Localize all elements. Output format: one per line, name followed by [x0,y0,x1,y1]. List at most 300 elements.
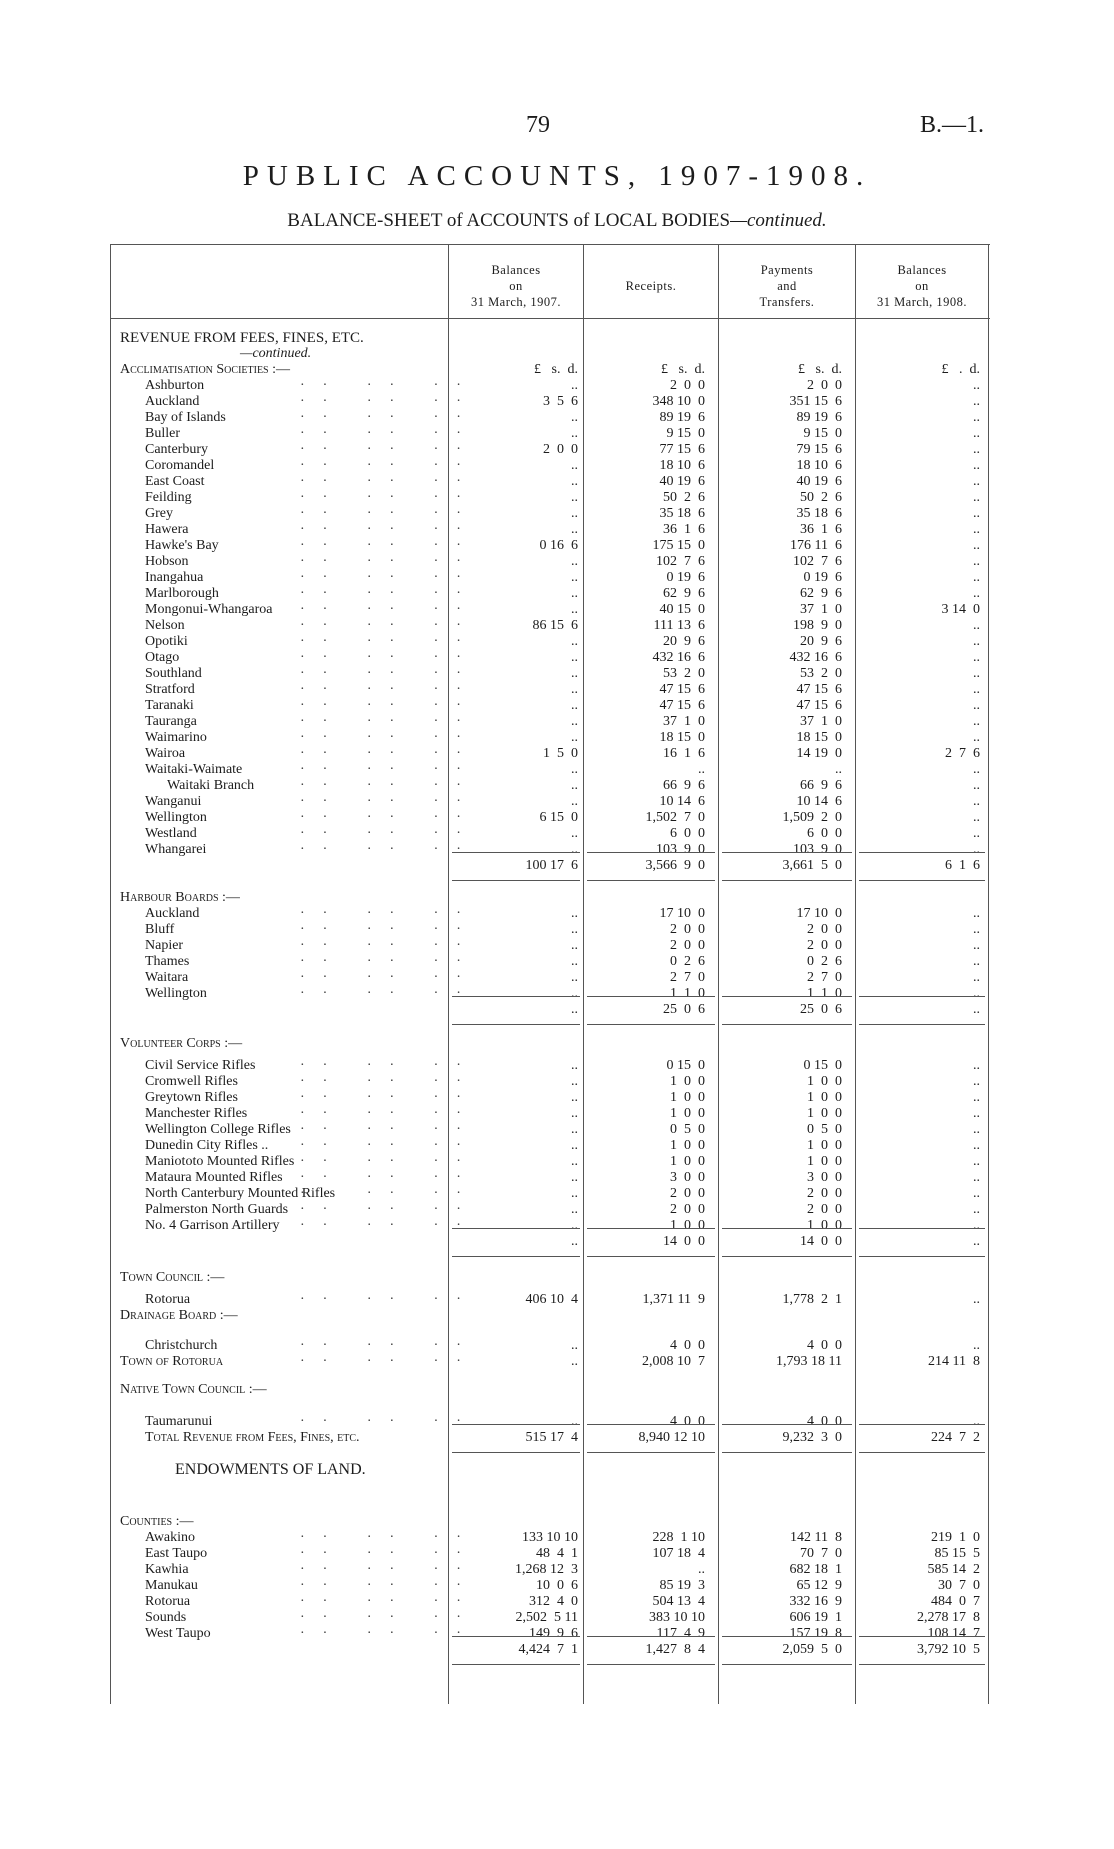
leader-dots: ·· ·· ·· [300,602,479,617]
table-row [0,1122,1114,1138]
amount-c4: .. [973,1218,980,1233]
row-label: Bluff [145,922,175,937]
leader-dots: ·· ·· ·· [300,378,479,393]
row-label: Ashburton [145,378,205,393]
leader-dots: ·· ·· ·· [300,1530,479,1545]
row-label: Drainage Board :— [120,1308,238,1323]
amount-c3: 70 7 0 [800,1546,842,1561]
table-row [0,1594,1114,1610]
amount-c4: .. [973,1338,980,1353]
amount-c1: 6 15 0 [539,810,578,825]
amount-c3: 682 18 1 [789,1562,842,1577]
amount-c1: .. [571,1234,578,1249]
amount-c1: .. [571,410,578,425]
leader-dots: ·· ·· ·· [300,1546,479,1561]
amount-c4: .. [973,650,980,665]
amount-c4: .. [973,1234,980,1249]
total-row [0,1430,1114,1446]
amount-c1: .. [571,1090,578,1105]
row-label: Mongonui-Whangaroa [145,602,273,617]
amount-c2: 9 15 0 [666,426,705,441]
table-row [0,1414,1114,1430]
amount-c4: .. [973,1122,980,1137]
amount-c2: 16 1 6 [663,746,705,761]
amount-c1: 0 16 6 [539,538,578,553]
leader-dots: ·· ·· ·· [300,586,479,601]
table-row [0,890,1114,906]
row-label: Town of Rotorua [120,1354,224,1369]
leader-dots: ·· ·· ·· [300,442,479,457]
amount-c3: .. [835,762,842,777]
table-row [0,746,1114,762]
leader-dots: ·· ·· ·· [300,666,479,681]
total-rule [722,996,852,997]
amount-c2: 2 0 0 [670,378,705,393]
table-row [0,426,1114,442]
amount-c2: 1 0 0 [670,1106,705,1121]
amount-c4: .. [973,442,980,457]
table-row [0,1270,1114,1286]
leader-dots: ·· ·· ·· [300,570,479,585]
row-label: Waitaki-Waimate [145,762,243,777]
amount-c2: 102 7 6 [656,554,705,569]
total-rule [722,1664,852,1665]
amount-c3: 9,232 3 0 [782,1430,842,1445]
table-row [0,1218,1114,1234]
amount-c3: 2,059 5 0 [782,1642,842,1657]
amount-c3: £ s. d. [798,362,842,377]
amount-c2: 17 10 0 [659,906,705,921]
amount-c1: 4,424 7 1 [518,1642,578,1657]
amount-c3: 606 19 1 [789,1610,842,1625]
amount-c3: 0 2 6 [807,954,842,969]
amount-c2: 35 18 6 [659,506,705,521]
amount-c2: 3,566 9 0 [645,858,705,873]
total-row [0,1234,1114,1250]
total-rule [452,1424,580,1425]
amount-c3: 1 0 0 [807,1106,842,1121]
amount-c3: 36 1 6 [800,522,842,537]
column-header-balances-1908: Balances on 31 March, 1908. [876,263,968,309]
row-label: Rotorua [145,1594,191,1609]
amount-c1: .. [571,938,578,953]
amount-c1: .. [571,682,578,697]
amount-c3: 3,661 5 0 [782,858,842,873]
amount-c2: 4 0 0 [670,1338,705,1353]
total-rule [452,852,580,853]
table-row [0,1546,1114,1562]
amount-c4: .. [973,1058,980,1073]
total-rule [587,1256,715,1257]
amount-c1: .. [571,554,578,569]
total-rule [587,996,715,997]
amount-c4: 224 7 2 [931,1430,980,1445]
amount-c3: 157 19 8 [789,1626,842,1641]
amount-c4: .. [973,1106,980,1121]
row-label: Bay of Islands [145,410,226,425]
row-label: Grey [145,506,173,521]
amount-c2: 10 14 6 [659,794,705,809]
amount-c1: 2,502 5 11 [515,1610,578,1625]
amount-c2: 77 15 6 [659,442,705,457]
amount-c3: 37 1 0 [800,602,842,617]
total-rule [722,1024,852,1025]
table-row [0,1106,1114,1122]
amount-c4: .. [973,490,980,505]
leader-dots: ·· ·· ·· [300,554,479,569]
amount-c1: .. [571,570,578,585]
amount-c3: 2 0 0 [807,938,842,953]
row-label: Acclimatisation Societies :— [120,362,291,377]
leader-dots: ·· ·· ·· [300,906,479,921]
row-label: Southland [145,666,202,681]
amount-c4: 3,792 10 5 [917,1642,980,1657]
table-row [0,570,1114,586]
row-label: Manukau [145,1578,198,1593]
row-label: Wellington [145,986,207,1001]
amount-c4: .. [973,378,980,393]
table-row [0,1170,1114,1186]
leader-dots: ·· ·· ·· [300,1090,479,1105]
amount-c1: .. [571,1202,578,1217]
leader-dots: ·· ·· ·· [300,1578,479,1593]
total-rule [722,1424,852,1425]
amount-c3: 103 9 0 [793,842,842,857]
total-rule [859,1636,985,1637]
row-label: East Taupo [145,1546,208,1561]
table-row [0,730,1114,746]
table-row [0,362,1114,378]
table-row [0,938,1114,954]
amount-c4: .. [973,906,980,921]
subtitle-continued: —continued. [730,210,827,231]
leader-dots: ·· ·· ·· [300,458,479,473]
page-title: PUBLIC ACCOUNTS, 1907-1908. [242,160,872,192]
total-rule [452,1452,580,1453]
amount-c2: 175 15 0 [652,538,705,553]
amount-c3: 18 10 6 [796,458,842,473]
amount-c2: 20 9 6 [663,634,705,649]
amount-c1: .. [571,1122,578,1137]
amount-c3: 1 0 0 [807,1218,842,1233]
amount-c3: 332 16 9 [789,1594,842,1609]
row-label: North Canterbury Mounted Rifles [145,1186,336,1201]
total-rule [587,1636,715,1637]
table-row [0,506,1114,522]
total-row [0,1002,1114,1018]
amount-c3: 0 15 0 [803,1058,842,1073]
amount-c4: .. [973,666,980,681]
amount-c3: 9 15 0 [803,426,842,441]
leader-dots: ·· ·· ·· [300,762,479,777]
row-label: Awakino [145,1530,196,1545]
row-label: Palmerston North Guards [145,1202,289,1217]
table-row [0,1610,1114,1626]
amount-c3: 142 11 8 [790,1530,842,1545]
amount-c2: 2 0 0 [670,938,705,953]
amount-c2: 0 19 6 [666,570,705,585]
row-label: Otago [145,650,180,665]
amount-c1: .. [571,762,578,777]
amount-c3: 14 19 0 [796,746,842,761]
total-rule [452,1024,580,1025]
amount-c3: 66 9 6 [800,778,842,793]
table-row [0,842,1114,858]
amount-c4: .. [973,522,980,537]
total-rule [587,852,715,853]
amount-c4: .. [973,426,980,441]
row-label: Cromwell Rifles [145,1074,238,1089]
row-label: Maniototo Mounted Rifles [145,1154,295,1169]
leader-dots: ·· ·· ·· [300,1202,479,1217]
leader-dots: ·· ·· ·· [300,650,479,665]
row-label: Westland [145,826,197,841]
amount-c4: 484 0 7 [931,1594,980,1609]
total-rule [452,1636,580,1637]
table-row [0,618,1114,634]
row-label: Auckland [145,394,200,409]
amount-c1: 149 9 6 [529,1626,578,1641]
table-top-rule [110,244,990,245]
total-rule [722,1228,852,1229]
amount-c1: .. [571,1414,578,1429]
total-rule [587,1228,715,1229]
table-row [0,1202,1114,1218]
amount-c1: .. [571,378,578,393]
leader-dots: ·· ·· ·· [300,1122,479,1137]
amount-c2: 504 13 4 [652,1594,705,1609]
amount-c2: 2 0 0 [670,922,705,937]
amount-c2: 89 19 6 [659,410,705,425]
amount-c2: 1 0 0 [670,1138,705,1153]
row-label: Taumarunui [145,1414,213,1429]
amount-c4: .. [973,394,980,409]
amount-c3: 89 19 6 [796,410,842,425]
amount-c1: .. [571,778,578,793]
amount-c4: .. [973,1074,980,1089]
amount-c4: .. [973,458,980,473]
amount-c3: 65 12 9 [796,1578,842,1593]
row-label: No. 4 Garrison Artillery [145,1218,280,1233]
amount-c4: 85 15 5 [934,1546,980,1561]
amount-c1: .. [571,906,578,921]
amount-c1: £ s. d. [534,362,578,377]
table-row [0,682,1114,698]
leader-dots: ·· ·· ·· [300,794,479,809]
amount-c1: .. [571,1002,578,1017]
amount-c1: 10 0 6 [536,1578,578,1593]
leader-dots: ·· ·· ·· [300,1594,479,1609]
total-rule [722,1256,852,1257]
amount-c4: .. [973,698,980,713]
row-label: Nelson [145,618,185,633]
amount-c2: 62 9 6 [663,586,705,601]
amount-c2: 50 2 6 [663,490,705,505]
amount-c4: .. [973,826,980,841]
amount-c2: 36 1 6 [663,522,705,537]
row-label: Wanganui [145,794,202,809]
amount-c1: 48 4 1 [536,1546,578,1561]
leader-dots: ·· ·· ·· [300,1138,479,1153]
row-label: Harbour Boards :— [120,890,240,905]
total-rule [859,852,985,853]
amount-c2: 6 0 0 [670,826,705,841]
total-rule [859,1228,985,1229]
row-label: Total Revenue from Fees, Fines, etc. [145,1430,360,1445]
amount-c3: 50 2 6 [800,490,842,505]
amount-c1: .. [571,714,578,729]
amount-c3: 2 0 0 [807,1186,842,1201]
amount-c3: 1,793 18 11 [776,1354,842,1369]
amount-c1: .. [571,586,578,601]
row-label: Waitaki Branch [167,778,255,793]
amount-c1: 406 10 4 [525,1292,578,1307]
table-row [0,602,1114,618]
table-row [0,586,1114,602]
leader-dots: ·· ·· ·· [300,522,479,537]
amount-c2: 8,940 12 10 [638,1430,705,1445]
amount-c3: 25 0 6 [800,1002,842,1017]
table-row [0,490,1114,506]
amount-c3: 4 0 0 [807,1414,842,1429]
total-rule [859,880,985,881]
amount-c4: .. [973,1414,980,1429]
leader-dots: ·· ·· ·· [300,1170,479,1185]
amount-c2: .. [698,762,705,777]
leader-dots: ·· ·· ·· [300,634,479,649]
row-label: Greytown Rifles [145,1090,238,1105]
amount-c2: 1,502 7 0 [645,810,705,825]
amount-c4: 2 7 6 [945,746,980,761]
table-row [0,1154,1114,1170]
amount-c1: .. [571,1218,578,1233]
table-row [0,1186,1114,1202]
amount-c3: 40 19 6 [796,474,842,489]
table-row [0,1354,1114,1370]
amount-c4: .. [973,954,980,969]
amount-c2: 18 15 0 [659,730,705,745]
table-row [0,794,1114,810]
amount-c1: .. [571,826,578,841]
amount-c2: 383 10 10 [649,1610,705,1625]
amount-c4: .. [973,970,980,985]
amount-c3: 62 9 6 [800,586,842,601]
row-label: Wairoa [145,746,186,761]
table-row [0,1462,1114,1478]
row-label: Buller [145,426,180,441]
table-row [0,1578,1114,1594]
row-label: Waitara [145,970,189,985]
amount-c2: 85 19 3 [659,1578,705,1593]
total-rule [722,1636,852,1637]
leader-dots: ·· ·· ·· [300,1354,479,1369]
row-label: REVENUE FROM FEES, FINES, ETC. [120,330,364,346]
amount-c3: 102 7 6 [793,554,842,569]
leader-dots: ·· ·· ·· [300,1292,479,1307]
table-row [0,1058,1114,1074]
table-row [0,1514,1114,1530]
amount-c2: £ s. d. [661,362,705,377]
amount-c2: 1,427 8 4 [645,1642,705,1657]
amount-c3: 6 0 0 [807,826,842,841]
amount-c1: .. [571,1354,578,1369]
amount-c1: .. [571,634,578,649]
amount-c1: 515 17 4 [525,1430,578,1445]
amount-c4: .. [973,1170,980,1185]
amount-c1: .. [571,602,578,617]
total-rule [722,880,852,881]
amount-c2: 1 1 0 [670,986,705,1001]
amount-c1: .. [571,954,578,969]
total-row [0,1642,1114,1658]
amount-c4: .. [973,570,980,585]
row-label: Marlborough [145,586,219,601]
leader-dots: ·· ·· ·· [300,618,479,633]
amount-c1: .. [571,794,578,809]
amount-c4: .. [973,794,980,809]
amount-c2: 228 1 10 [652,1530,705,1545]
table-row [0,1530,1114,1546]
leader-dots: ·· ·· ·· [300,1414,479,1429]
table-row [0,954,1114,970]
amount-c1: .. [571,730,578,745]
row-label: Opotiki [145,634,188,649]
table-row [0,442,1114,458]
leader-dots: ·· ·· ·· [300,1338,479,1353]
amount-c1: 2 0 0 [543,442,578,457]
row-label: Counties :— [120,1514,194,1529]
amount-c4: .. [973,842,980,857]
amount-c3: 37 1 0 [800,714,842,729]
table-row [0,810,1114,826]
row-label: Hawke's Bay [145,538,219,553]
amount-c1: 86 15 6 [532,618,578,633]
amount-c2: 14 0 0 [663,1234,705,1249]
amount-c3: 432 16 6 [789,650,842,665]
amount-c3: 351 15 6 [789,394,842,409]
amount-c3: 14 0 0 [800,1234,842,1249]
row-label: Tauranga [145,714,197,729]
amount-c4: .. [973,938,980,953]
table-row [0,1338,1114,1354]
amount-c3: 47 15 6 [796,682,842,697]
amount-c1: .. [571,522,578,537]
row-label: East Coast [145,474,205,489]
total-rule [859,1664,985,1665]
amount-c2: 117 4 9 [656,1626,705,1641]
amount-c3: 176 11 6 [790,538,842,553]
leader-dots: ·· ·· ·· [300,538,479,553]
table-row [0,1036,1114,1052]
amount-c1: 3 5 6 [543,394,578,409]
total-rule [587,880,715,881]
amount-c2: 2 7 0 [670,970,705,985]
amount-c2: 2 0 0 [670,1202,705,1217]
amount-c3: 1 0 0 [807,1138,842,1153]
column-header-balances-1907: Balances on 31 March, 1907. [470,263,562,309]
table-row [0,1626,1114,1642]
total-rule [587,1664,715,1665]
amount-c3: 1 0 0 [807,1154,842,1169]
row-label: Christchurch [145,1338,218,1353]
amount-c1: .. [571,458,578,473]
table-row [0,1562,1114,1578]
amount-c4: .. [973,538,980,553]
amount-c3: 53 2 0 [800,666,842,681]
row-label: Dunedin City Rifles .. [145,1138,269,1153]
amount-c3: 0 5 0 [807,1122,842,1137]
amount-c4: .. [973,1154,980,1169]
